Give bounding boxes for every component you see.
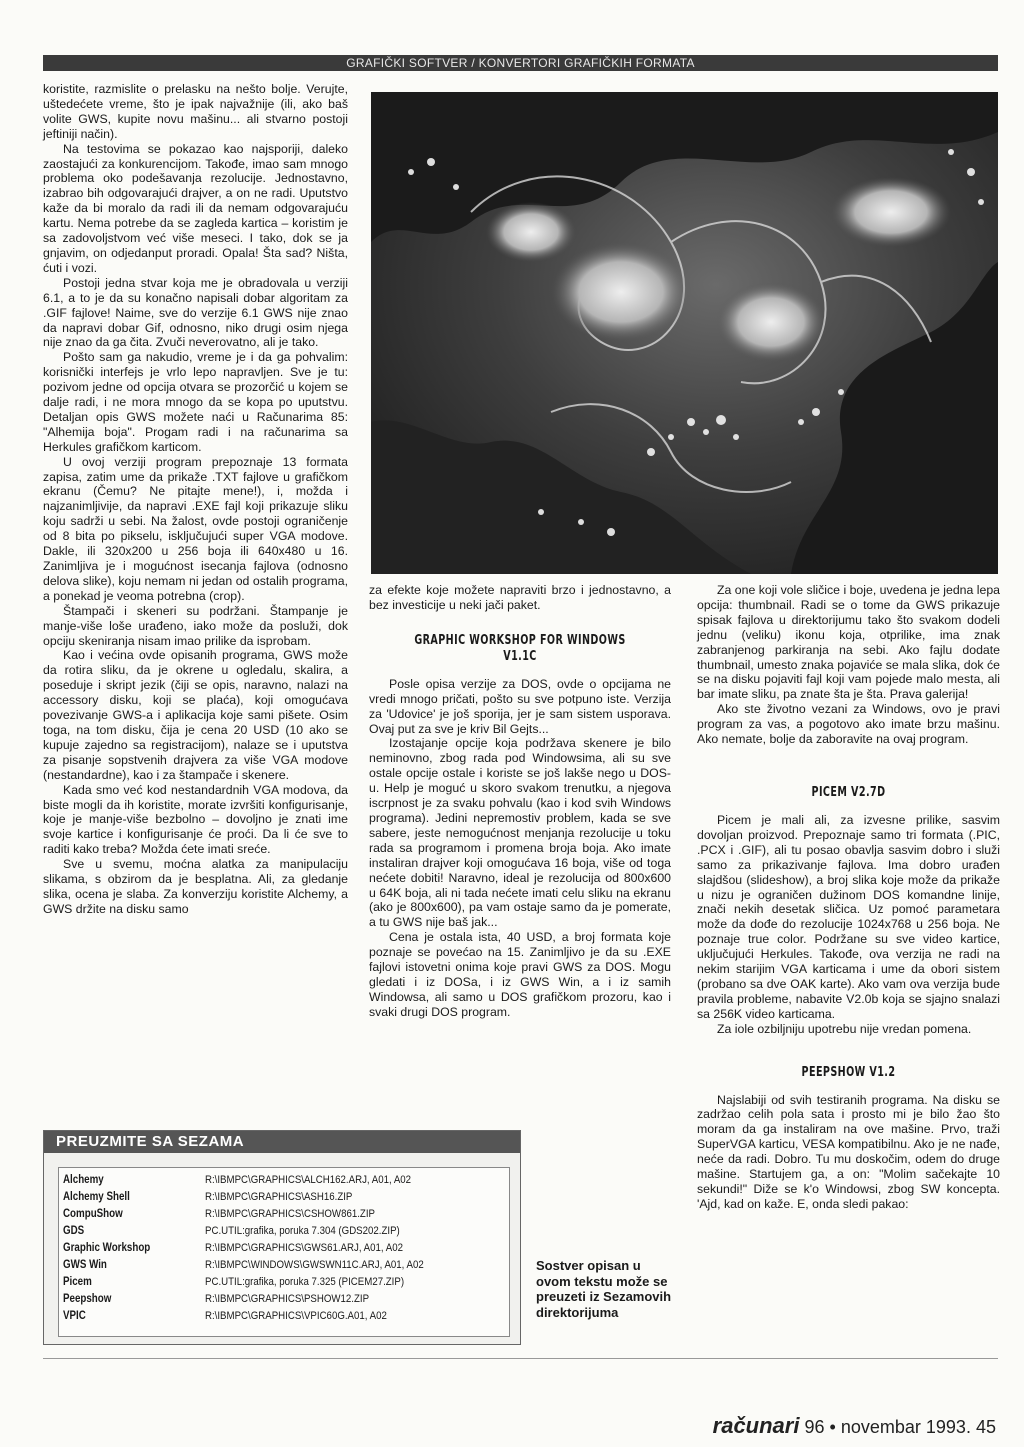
paragraph: Za iole ozbiljniju upotrebu nije vredan pomena. <box>717 1021 972 1036</box>
paragraph: Kao i većina ovde opisanih programa, GWS može da rotira sliku, da je okrene u ogledalu, skalira, a poseduje i skript jezik (čiji se opis, naravno, nalazi na accessory disku, koji se plaća), koji omogućava povezivanje GWS-a i aplikacija koje sami pišete. Osim toga, na tom disku, čija je cena 20 USD (10 ako se kupuje zajedno sa registracijom), nalaze se i uputstva za pisanje sopstvenih drajvera za više VGA modove (nestandardne), kao i za štampače i skenere. <box>43 648 348 782</box>
list-item <box>59 1308 509 1324</box>
section-header: GRAFIČKI SOFTVER / KONVERTORI GRAFIČKIH FORMATA <box>43 55 998 71</box>
program-path: PC.UTIL:grafika, poruka 7.304 (GDS202.ZIP) <box>205 1225 400 1237</box>
program-path: PC.UTIL:grafika, poruka 7.325 (PICEM27.ZIP) <box>205 1276 405 1288</box>
paragraph: Cena je ostala ista, 40 USD, a broj formata koje poznaje se povećao na 15. Zanimljivo je da su .EXE fajlovi istovetni onima koje pravi GWS za DOS. Mogu gledati i iz DOSa, i iz GWS Win, a i iz samih Windowsa, ali samo u DOS grafičkom prozoru, kao i svaki drugi DOS program. <box>369 930 671 1019</box>
program-name: Alchemy <box>63 1174 104 1186</box>
list-item <box>59 1223 509 1239</box>
paragraph: Za one koji vole sličice i boje, uvedena je jedna lepa opcija: thumbnail. Radi se o tome da GWS prikazuje spisak fajlova u direktorijumu tako što svakom dodeli jednu (veliku) ikonu koja, otprilike, ima znak zabranjenog parkiranja na sebi. Ako fajlu dodate thumbnail, umesto znaka pojaviće se mala slika, dok će se na disku pojaviti fajl koji vam pojede malo mesta, ali bar imate sliku, pa znate šta je šta. Prava galerija! <box>697 583 1001 702</box>
program-name: Peepshow <box>63 1293 112 1305</box>
list-item <box>59 1172 509 1188</box>
download-list <box>58 1167 510 1337</box>
magazine-name: računari <box>712 1413 800 1438</box>
paragraph: Postoji jedna stvar koja me je obradovala u verziji 6.1, a to je da su konačno napisali dobar algoritam za .GIF fajlove! Naime, sve do verzije 6.1 GWS nije znao da napravi dobar Gif, odnosno, niko drugi osim njega nije znao da ga čita. Zvuči neverovatno, ali je tako. <box>43 275 348 350</box>
page-footer <box>713 1413 996 1439</box>
program-path: R:\IBMPC\GRAPHICS\GWS61.ARJ, A01, A02 <box>205 1242 403 1254</box>
download-caption: Sostver opisan u ovom tekstu može se preuzeti iz Sezamovih direktorijuma <box>536 1258 672 1320</box>
list-item <box>59 1274 509 1290</box>
program-name: Picem <box>63 1276 92 1288</box>
list-item <box>59 1206 509 1222</box>
program-path: R:\IBMPC\GRAPHICS\CSHOW861.ZIP <box>205 1208 375 1220</box>
article-column-3 <box>697 583 1000 1212</box>
program-name: VPIC <box>63 1310 86 1322</box>
download-box <box>43 1130 521 1345</box>
paragraph: Izostajanje opcije koja podržava skenere je bilo neminovno, zbog rada pod Windowsima, ali su sve ostale opcije ostale i koriste se još lakše nego u DOS-u. Help je moguć u skoro svakom trenutku, a njegova iscrpnost je za svaku pohvalu (kao i kod svih Windows programa). Jedini nepremostiv problem, kada se sve sabere, jeste nemogućnost menjanja rezolucije u toku rada sa programom i promena broja boja. Ako imate instaliran drajver koji omogućava 16 boja, više od toga nećete dobiti! Naravno, ideal je rezolucija od 800x600 u 64K boja, ali ni tada nećete imati celu sliku na ekranu (ako je 800x600), pa vam ostaje samo da je pomerate, a tu GWS nije baš jak... <box>369 736 671 930</box>
page-number: 45 <box>975 1417 996 1437</box>
paragraph: Ako ste životno vezani za Windows, ovo je pravi program za vas, a pogotovo ako imate brzu mašinu. Ako nemate, bolje da zaboravite na ovaj program. <box>697 702 1000 747</box>
paragraph: Štampači i skeneri su podržani. Štampanje je manje-više loše urađeno, iako može da posluži, dok opciju skeniranja nisam imao prilike da isprobam. <box>43 603 348 648</box>
paragraph: Sve u svemu, moćna alatka za manipulaciju slikama, s obzirom da je besplatna. Ali, za gledanje slika, ocena je slaba. Za konverziju koristite Alchemy, a GWS držite na disku samo <box>43 857 348 916</box>
issue-date: novembar 1993. <box>840 1417 971 1437</box>
list-item <box>59 1189 509 1205</box>
paragraph: U ovoj verziji program prepoznaje 13 formata zapisa, zatim ume da prikaže .TXT fajlove u grafičkom ekranu (Čemu? Ne pitajte mene!), i, možda i najzanimljivije, da napravi .EXE fajl koji prikazuje sliku koju sadrži u sebi. Na žalost, ovde postoji ograničenje od 8 bita po pikselu, isključujući super VGA modove. Dakle, ili 320x200 u 256 boja ili 640x480 u 16. Zanimljiva je i mogućnost isecanja fajlova (odnosno delova slike), koju nemam ni jedan od ostalih programa, a ponekad je veoma potrebna (crop). <box>43 454 348 603</box>
subheading-graphic-workshop-windows: GRAPHIC WORKSHOP FOR WINDOWS V1.1C <box>414 632 626 664</box>
program-name: CompuShow <box>63 1208 123 1220</box>
subheading-peepshow: PEEPSHOW V1.2 <box>801 1064 896 1080</box>
program-path: R:\IBMPC\GRAPHICS\VPIC60G.A01, A02 <box>205 1310 387 1322</box>
program-path: R:\IBMPC\GRAPHICS\PSHOW12.ZIP <box>205 1293 370 1305</box>
footer-bullet: • <box>829 1417 836 1437</box>
paragraph: Picem je mali ali, za izvesne prilike, sasvim dovoljan proizvod. Prepoznaje samo tri formata (.PIC, .PCX i .GIF), ali tu posao obavlja sasvim dobro i služi samo za prikazivanje fajlova. Ima dobro urađen slajdšou (slideshow), a broj slika koje može da prikaže u nizu je ograničen dužinom DOS komandne linije, znači nekih desetak sličica. Uz pomoć parametara može da dođe do rezolucije 1024x768 u 256 boja. Ne poznaje true color. Podržane su sve video kartice, uključujući Herkules. Takođe, ova verzija ne radi na nekim starijim VGA karticama i ume da obori sistem (probano sa dve OAK karte). Ako vam ova verzija bude pravila probleme, nabavite V2.0b koja se sjajno snalazi sa 256K video karticama. <box>697 812 1000 1021</box>
program-name: Alchemy Shell <box>63 1191 130 1203</box>
issue-number: 96 <box>804 1417 825 1437</box>
paragraph: za efekte koje možete napraviti brzo i jednostavno, a bez investicije u neki jači paket. <box>369 583 671 612</box>
article-column-2 <box>369 583 671 1020</box>
program-path: R:\IBMPC\WINDOWS\GWSWN11C.ARJ, A01, A02 <box>205 1259 424 1271</box>
program-name: Graphic Workshop <box>63 1242 151 1254</box>
program-path: R:\IBMPC\GRAPHICS\ASH16.ZIP <box>205 1191 353 1203</box>
subheading-picem: PICEM V2.7D <box>811 784 886 800</box>
list-item <box>59 1291 509 1307</box>
paragraph: Najslabiji od svih testiranih programa. Na disku se zadržao celih pola sata i prosto mi je bilo žao što moram da ga instaliram na ove mašine. Prvo, traži SuperVGA karticu, VESA kompatibilnu. Ako je ne nađe, neće da radi. Dobro. Tu mu doskočim, odem do druge mašine. Startujem ga, a on: "Molim sačekajte 10 sekundi!" Diže se k'o Windowsi, zbog SW koncepta. 'Ajd, kad on kaže. E, onda sledi pakao: <box>697 1092 1000 1211</box>
paragraph: Pošto sam ga nakudio, vreme je i da ga pohvalim: korisnički interfejs je vrlo lepo napravljen. Sve je tu: pozivom jedne od opcija otvara se prozorčić u kojem se dalje radi, i ne mora mnogo da se kopa po uputstvu. Detaljan opis GWS možete naći u Računarima 85: "Alhemija boja". Progam radi i na računarima sa Herkules grafičkom karticom. <box>43 350 348 454</box>
program-path: R:\IBMPC\GRAPHICS\ALCH162.ARJ, A01, A02 <box>205 1174 412 1186</box>
program-name: GDS <box>63 1225 85 1237</box>
paragraph: koristite, razmislite o prelasku na nešto bolje. Verujte, uštedećete vreme, što je ipak najvažnije (ili, ako baš volite GWS, kupite novu mašinu... ali stvarno postoji jeftiniji način). <box>43 82 348 141</box>
list-item <box>59 1240 509 1256</box>
mandelbrot-fractal-image <box>371 92 998 574</box>
paragraph: Posle opisa verzije za DOS, ovde o opcijama ne vredi mnogo pričati, pošto su sve potpuno iste. Verzija za 'Udovice' je još sporija, jer je sam sistem usporava. Ovaj put za sve je kriv Bil Gejts... <box>369 676 671 736</box>
footer-divider <box>43 1358 998 1359</box>
list-item <box>59 1257 509 1273</box>
download-box-title: PREUZMITE SA SEZAMA <box>44 1131 520 1153</box>
paragraph: Na testovima se pokazao kao najsporiji, daleko zaostajući za konkurencijom. Takođe, imao sam mnogo problema oko podešavanja rezolucije. Jednostavno, izabrao bih odgovarajući drajver, a on ne radi. Uputstvo kaže da bi moralo da radi ili da nemam odgovarajuću kartu. Nema potrebe da se zagleda kartica – koristim je sa zadovoljstvom već više meseci. I tako, dok se ja gnjavim, on odjedanput proradi. Opala! Šta sad? Ništa, ćuti i vozi. <box>43 141 348 275</box>
paragraph: Kada smo već kod nestandardnih VGA modova, da biste mogli da ih koristite, morate izvršiti konfigurisanje, koje je manje-više bezbolno – dovoljno je znati ime svoje kartice i konfigurisanje će proći. Da li će sve to raditi kako treba? Možda ćete imati sreće. <box>43 782 348 857</box>
program-name: GWS Win <box>63 1259 107 1271</box>
article-column-1 <box>43 82 348 917</box>
